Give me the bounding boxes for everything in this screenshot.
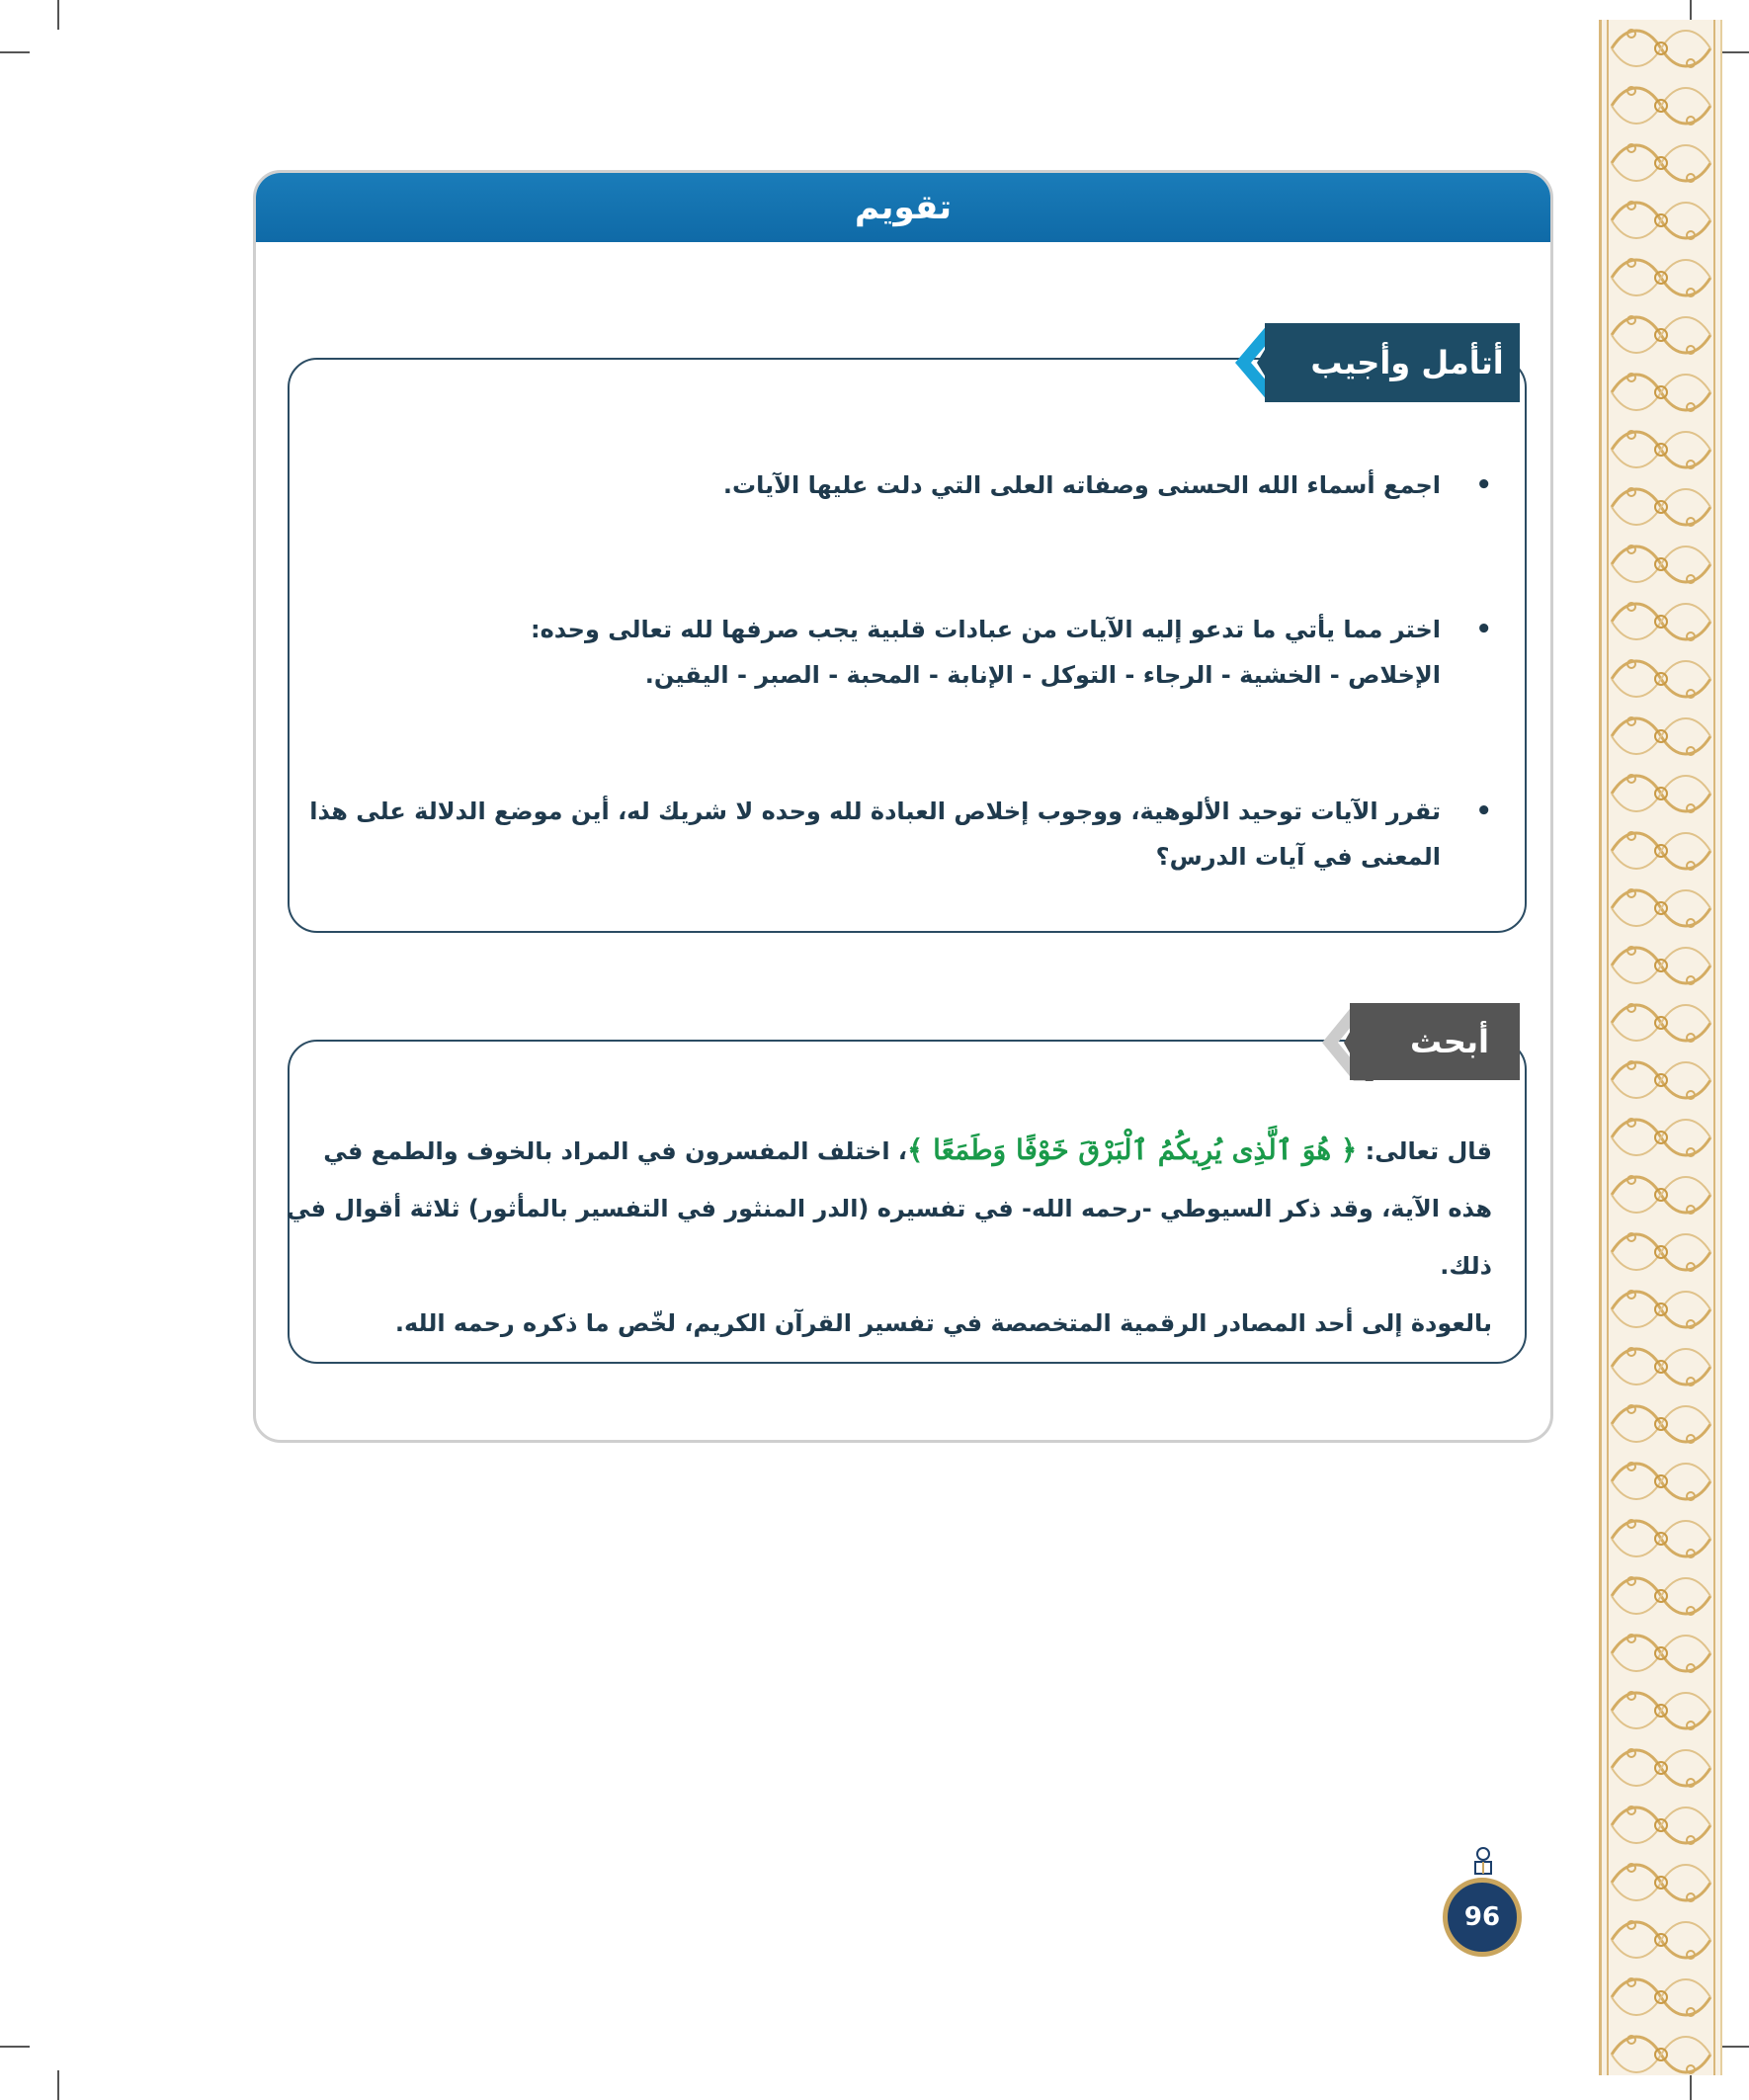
page-number-badge	[1443, 1878, 1522, 1957]
list-item-text: تقرر الآيات توحيد الألوهية، ووجوب إخلاص العبادة لله وحده لا شريك له، أين موضع الدلالة على هذا	[309, 798, 1441, 825]
ornamental-border	[1599, 20, 1722, 2075]
research-paragraph	[257, 1122, 1492, 1352]
crop-mark	[1719, 2046, 1749, 2048]
reflect-section-tag	[1265, 323, 1520, 402]
crop-mark	[1719, 51, 1749, 53]
research-section-title: أبحث	[1410, 1023, 1489, 1060]
crop-mark	[57, 0, 59, 30]
research-section-tag	[1350, 1003, 1520, 1080]
research-line: بالعودة إلى أحد المصادر الرقمية المتخصصة في تفسير القرآن الكريم، لخّص ما ذكره رحمه الله.	[394, 1309, 1492, 1337]
list-item	[453, 607, 1492, 698]
page-number: 96	[1443, 1878, 1522, 1957]
bullet-icon: •	[1475, 797, 1492, 826]
card-title: تقويم	[855, 188, 952, 227]
reflect-section-title: أتأمل وأجيب	[1310, 344, 1504, 381]
list-item-text: الإخلاص - الخشية - الرجاء - التوكل - الإنابة - المحبة - الصبر - اليقين.	[644, 661, 1441, 689]
list-item-text: اختر مما يأتي ما تدعو إليه الآيات من عبادات قلبية يجب صرفها لله تعالى وحده:	[531, 616, 1441, 643]
crop-mark	[0, 51, 30, 53]
research-line: هذه الآية، وقد ذكر السيوطي -رحمه الله- في تفسيره (الدر المنثور في التفسير بالمأثور) ثلاثة أقوال في ذلك.	[286, 1195, 1492, 1280]
list-item	[453, 462, 1492, 508]
crop-mark	[0, 2046, 30, 2048]
research-text: ، اختلف المفسرون في المراد بالخوف والطمع في	[323, 1137, 908, 1165]
list-item-text: اجمع أسماء الله الحسنى وصفاته العلى التي دلت عليها الآيات.	[722, 471, 1441, 499]
card-header	[256, 173, 1550, 242]
bullet-icon: •	[1475, 470, 1492, 500]
list-item	[294, 789, 1492, 880]
research-line	[257, 1122, 1492, 1180]
crown-ornament-icon	[1470, 1846, 1496, 1878]
quran-verse: ﴿ هُوَ ٱلَّذِى يُرِيكُمُ ٱلْبَرْقَ خَوْفًا وَطَمَعًا ﴾	[907, 1134, 1358, 1166]
crop-mark	[57, 2070, 59, 2100]
research-intro: قال تعالى:	[1365, 1137, 1492, 1165]
bullet-icon: •	[1475, 615, 1492, 644]
list-item-text: المعنى في آيات الدرس؟	[1155, 843, 1441, 871]
